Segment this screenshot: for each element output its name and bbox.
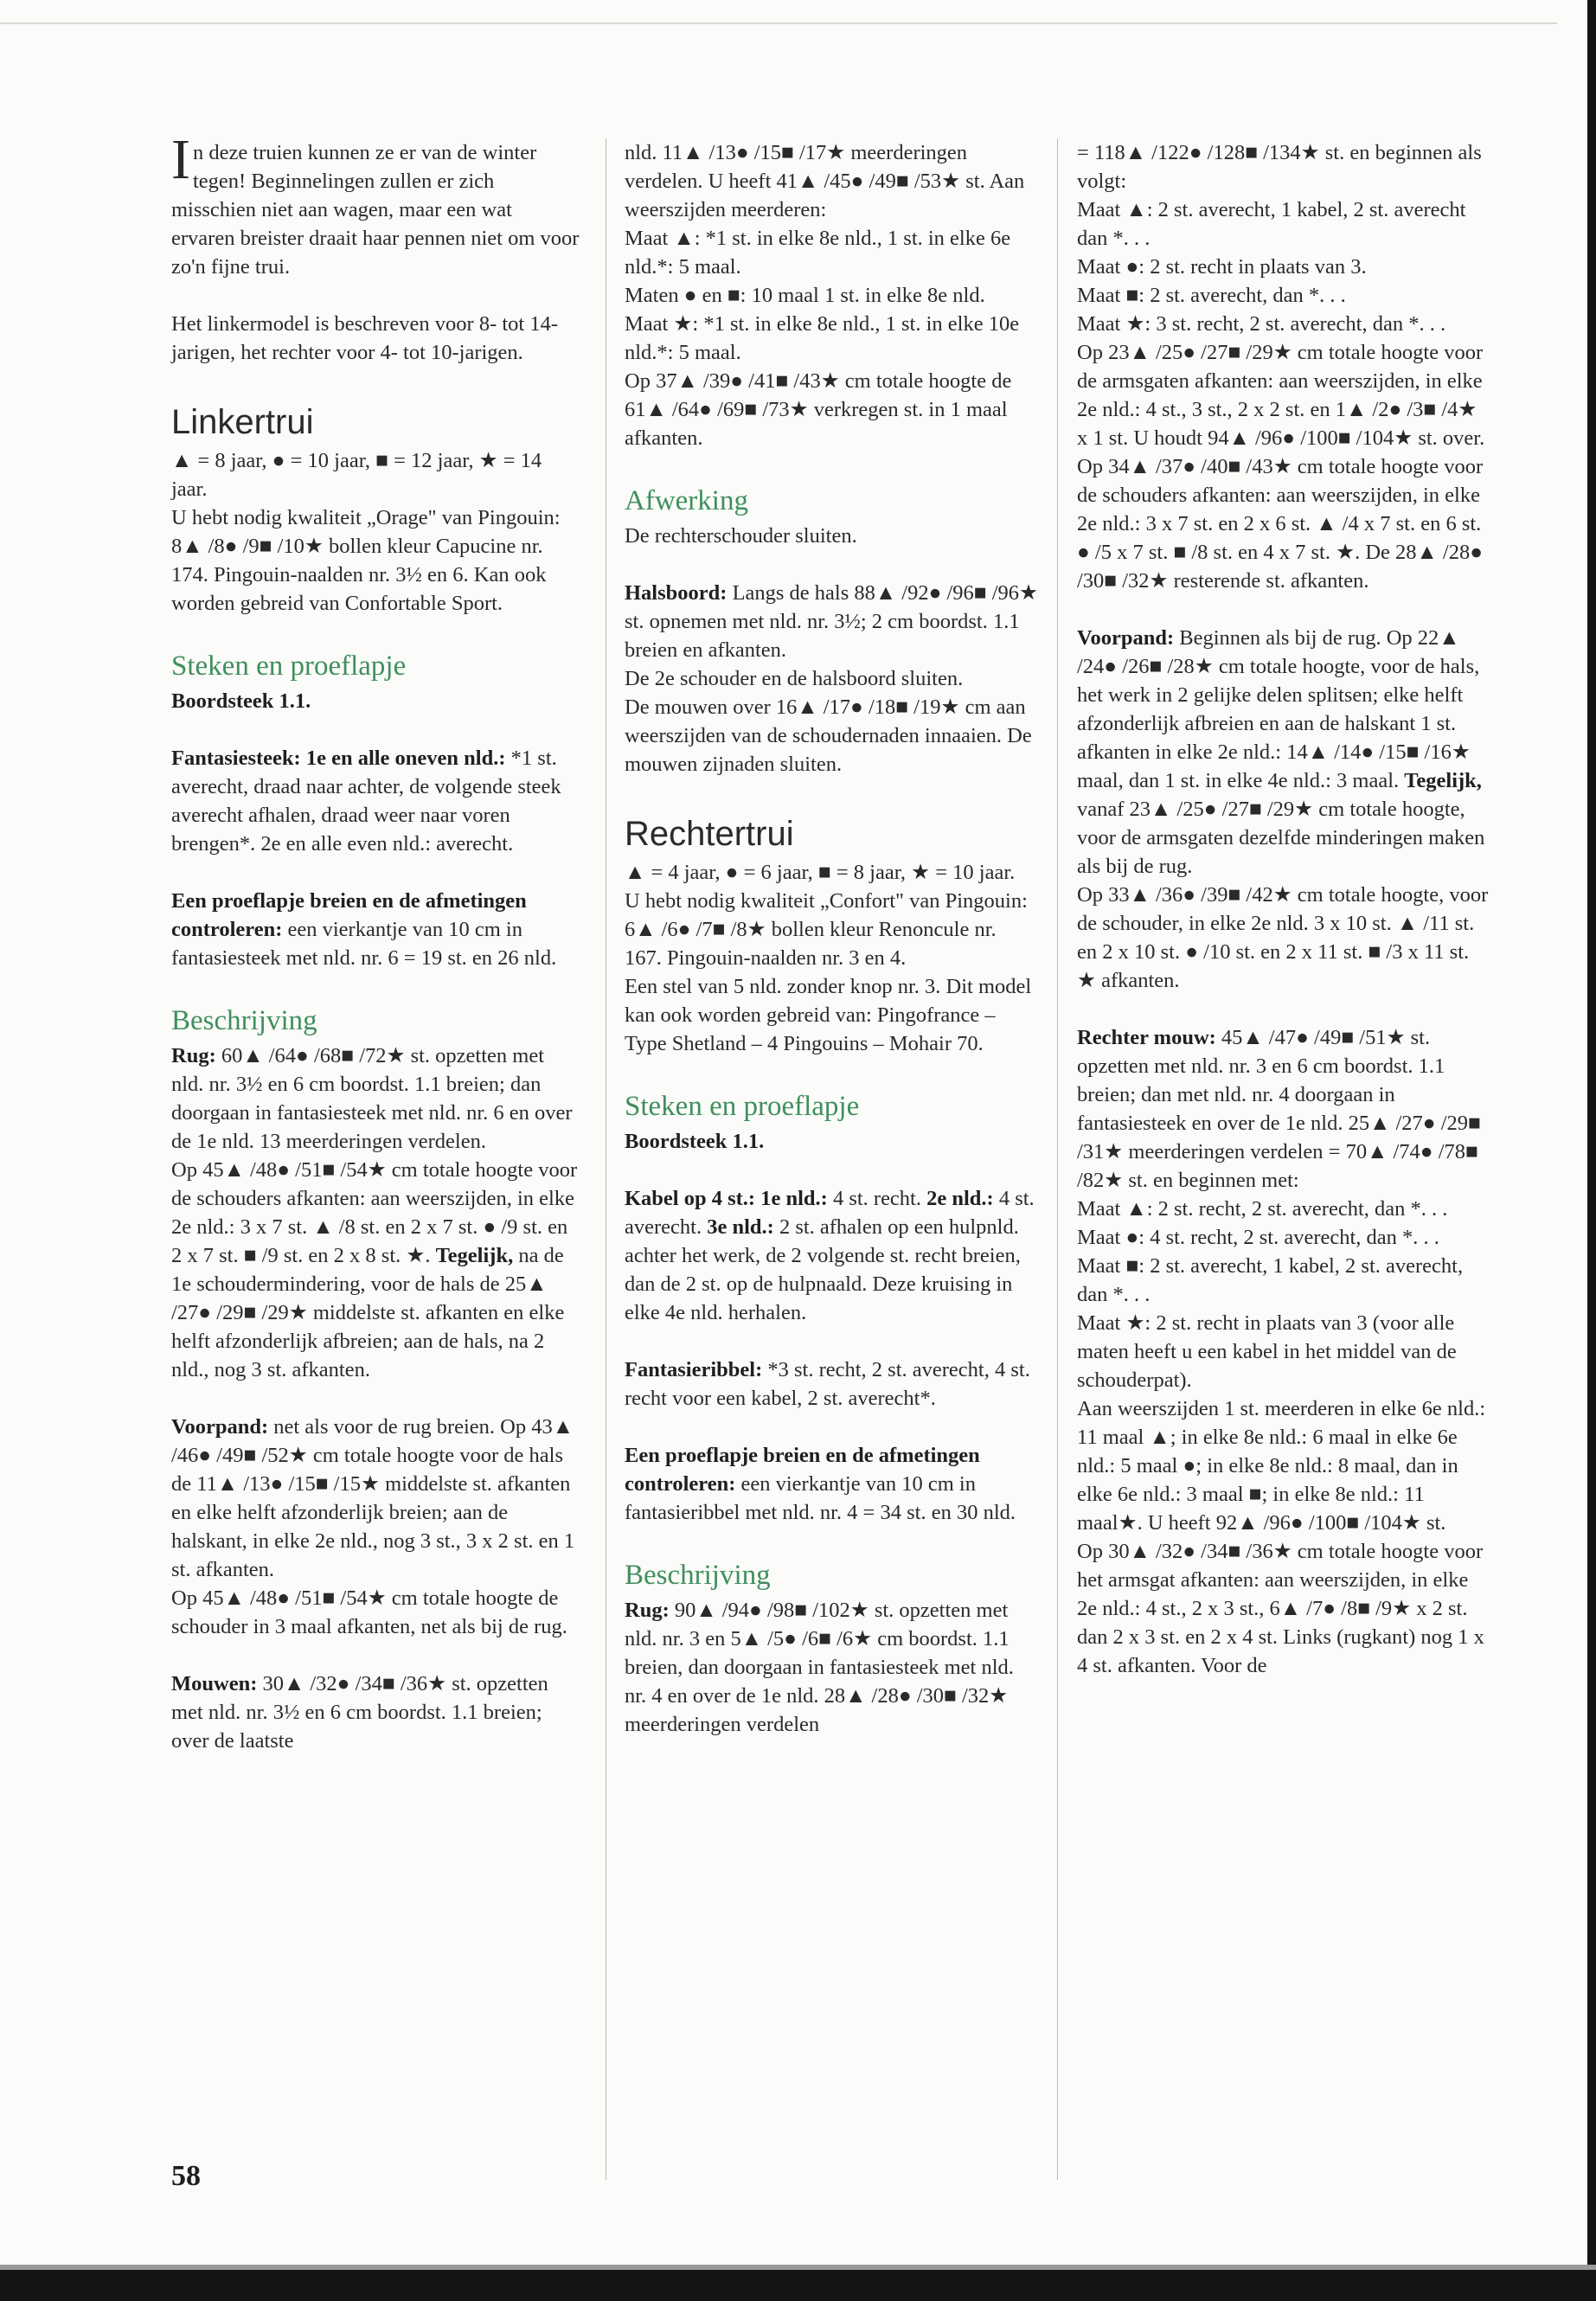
maat-star-left: Maat ★: *1 st. in elke 8e nld., 1 st. in elke 10e nld.*: 5 maal. <box>625 312 1020 364</box>
mouw-maat-2: Maat ●: 4 st. recht, 2 st. averecht, dan *. . . <box>1077 1226 1439 1249</box>
rug-left-label: Rug: <box>171 1044 216 1067</box>
proeflapje-right-text: een vierkantje van 10 cm in fantasieribbel met nld. nr. 4 = 34 st. en 30 nld. <box>625 1472 1016 1524</box>
column-1 <box>171 128 580 1755</box>
heading-afwerking: Afwerking <box>625 485 748 516</box>
voorpand-left-text: net als voor de rug breien. Op 43▲ /46● /49■ /52★ cm totale hoogte voor de hals de 11▲ /13● /15■ /15★ middelste st. afkanten en elke helft afzonderlijk breien; aan de halskant, in elke 2e nld., nog 3 st., 3 x 2 st. en 1 st. afkanten. <box>171 1415 575 1581</box>
halsboord <box>625 579 1038 664</box>
kabel-label-2: 2e nld.: <box>926 1187 994 1210</box>
halsboord-label: Halsboord: <box>625 581 727 605</box>
materials-left: U hebt nodig kwaliteit „Orage" van Pingouin: 8▲ /8● /9■ /10★ bollen kleur Capucine nr. 174. Pingouin-naalden nr. 3½ en 6. Kan ook worden gebreid van Confortable Sport. <box>171 506 561 615</box>
voorpand-right <box>1077 624 1489 881</box>
mouw-maat-1: Maat ▲: 2 st. recht, 2 st. averecht, dan *. . . <box>1077 1197 1448 1221</box>
maat-circle-right: Maat ●: 2 st. recht in plaats van 3. <box>1077 255 1367 279</box>
mouw-meerderen: Aan weerszijden 1 st. meerderen in elke 6e nld.: 11 maal ▲; in elke 8e nld.: 6 maal in elke 6e nld.: 5 maal ●; in elke 8e nld.: 8 maal, dan in elke 6e nld.: 3 maal ■; in elke 8e nld.: 11 maal★. U heeft 92▲ /96● /100■ /104★ st. <box>1077 1397 1486 1535</box>
heading-steken-left: Steken en proeflapje <box>171 651 407 682</box>
proeflapje-left <box>171 887 580 972</box>
rechter-mouw <box>1077 1023 1489 1195</box>
column-3 <box>1077 138 1489 1680</box>
heading-steken-right: Steken en proeflapje <box>625 1091 860 1122</box>
heading-beschrijving-left: Beschrijving <box>171 1005 317 1036</box>
column-2 <box>625 138 1038 1739</box>
afwerking-1: De rechterschouder sluiten. <box>625 524 857 548</box>
rug-right-label: Rug: <box>625 1599 670 1622</box>
page-number: 58 <box>171 2160 201 2192</box>
kabel-label-3: 3e nld.: <box>707 1215 774 1239</box>
rug-right-cont: = 118▲ /122● /128■ /134★ st. en beginnen als volgt: <box>1077 141 1482 193</box>
kabel-text-3: 2 st. afhalen op een hulpnld. achter het werk, de 2 volgende st. recht breien, dan de 2 st. op de hulpnaald. Deze kruising in elke 4e nld. herhalen. <box>625 1215 1021 1324</box>
heading-beschrijving-right: Beschrijving <box>625 1560 771 1591</box>
mouw-maat-3: Maat ■: 2 st. averecht, 1 kabel, 2 st. averecht, dan *. . . <box>1077 1254 1464 1306</box>
maat-triangle-right: Maat ▲: 2 st. averecht, 1 kabel, 2 st. averecht dan *. . . <box>1077 198 1466 250</box>
boordsteek-left: Boordsteek 1.1. <box>171 689 311 713</box>
proeflapje-right <box>625 1441 1038 1527</box>
intro-paragraph-2: Het linkermodel is beschreven voor 8- tot 14-jarigen, het rechter voor 4- tot 10-jarigen. <box>171 312 559 364</box>
maat-star-right: Maat ★: 3 st. recht, 2 st. averecht, dan *. . . <box>1077 312 1446 336</box>
afwerking-2: De 2e schouder en de halsboord sluiten. <box>625 667 964 690</box>
rug-left <box>171 1042 580 1156</box>
voorpand-right-3: Op 33▲ /36● /39■ /42★ cm totale hoogte, voor de schouder, in elke 2e nld. 3 x 10 st. ▲ /11 st. en 2 x 10 st. ● /10 st. en 2 x 11 st. ■ /3 x 11 st. ★ afkanten. <box>1077 883 1489 992</box>
mouwen-left-text: 30▲ /32● /34■ /36★ st. opzetten met nld. nr. 3½ en 6 cm boordst. 1.1 breien; over de laatste <box>171 1672 548 1753</box>
proeflapje-right-label: Een proeflapje breien en de afmetingen controleren: <box>625 1444 980 1496</box>
mouwen-left-label: Mouwen: <box>171 1672 258 1695</box>
fantasieribbel-label: Fantasieribbel: <box>625 1358 763 1381</box>
voorpand-right-text-2: vanaf 23▲ /25● /27■ /29★ cm totale hoogte, voor de armsgaten dezelfde minderingen maken als bij de rug. <box>1077 798 1485 878</box>
fantasiesteek-label: Fantasiesteek: 1e en alle oneven nld.: <box>171 747 506 770</box>
rug-right-text: 90▲ /94● /98■ /102★ st. opzetten met nld. nr. 3 en 5▲ /5● /6■ /6★ cm boordst. 1.1 breien, dan doorgaan in fantasiesteek met nld. nr. 4 en over de 1e nld. 28▲ /28● /30■ /32★ meerderingen verdelen <box>625 1599 1014 1736</box>
boordsteek-right: Boordsteek 1.1. <box>625 1130 765 1153</box>
rug-left-text-3: na de 1e schoudermindering, voor de hals de 25▲ /27● /29■ /29★ middelste st. afkanten en elke helft afzonderlijk afbreien; aan de hals, na 2 nld., nog 3 st. afkanten. <box>171 1244 565 1381</box>
column-divider-2 <box>1057 138 1058 2180</box>
kabel-text-2: 4 st. averecht. <box>625 1187 1035 1239</box>
maten-circle-square-left: Maten ● en ■: 10 maal 1 st. in elke 8e nld. <box>625 284 985 307</box>
afwerking-3: De mouwen over 16▲ /17● /18■ /19★ cm aan weerszijden van de schoudernaden innaaien. De mouwen zijnaden sluiten. <box>625 695 1032 776</box>
mouw-armsgat: Op 30▲ /32● /34■ /36★ cm totale hoogte voor het armsgat afkanten: aan weerszijden, in elke 2e nld.: 4 st., 2 x 3 st., 6▲ /7● /8■ /9★ x 2 st. dan 2 x 3 st. en 2 x 4 st. Links (rugkant) nog 1 x 4 st. afkanten. Voor de <box>1077 1540 1484 1677</box>
maat-triangle-left: Maat ▲: *1 st. in elke 8e nld., 1 st. in elke 6e nld.*: 5 maal. <box>625 227 1011 279</box>
title-rechtertrui: Rechtertrui <box>625 815 794 853</box>
voorpand-left-2: Op 45▲ /48● /51■ /54★ cm totale hoogte de schouder in 3 maal afkanten, net als bij de rug. <box>171 1586 567 1638</box>
armsgaten-right: Op 23▲ /25● /27■ /29★ cm totale hoogte voor de armsgaten afkanten: aan weerszijden, in elke 2e nld.: 4 st., 3 st., 2 x 2 st. en 1▲ /2● /3■ /4★ x 1 st. U houdt 94▲ /96● /100■ /104★ st. over. <box>1077 341 1485 450</box>
fantasieribbel-text: *3 st. recht, 2 st. averecht, 4 st. recht voor een kabel, 2 st. averecht*. <box>625 1358 1030 1410</box>
kabel-paragraph <box>625 1184 1038 1327</box>
voorpand-left-label: Voorpand: <box>171 1415 269 1439</box>
schouders-right: Op 34▲ /37● /40■ /43★ cm totale hoogte voor de schouders afkanten: aan weerszijden, in elke 2e nld.: 3 x 7 st. en 2 x 6 st. ▲ /4 x 7 st. en 6 st. ● /5 x 7 st. ■ /8 st. en 4 x 7 st. ★. De 28▲ /28● /30■ /32★ resterende st. afkanten. <box>1077 455 1484 593</box>
rechter-mouw-label: Rechter mouw: <box>1077 1026 1216 1049</box>
proeflapje-left-text: een vierkantje van 10 cm in fantasiesteek met nld. nr. 6 = 19 st. en 26 nld. <box>171 918 557 970</box>
scan-right-edge <box>1587 0 1596 2301</box>
proeflapje-left-label: Een proeflapje breien en de afmetingen controleren: <box>171 889 527 941</box>
scan-bottom-edge <box>0 2270 1596 2301</box>
rechter-mouw-text: 45▲ /47● /49■ /51★ st. opzetten met nld. nr. 3 en 6 cm boordst. 1.1 breien; dan met nld. nr. 4 doorgaan in fantasiesteek en over de 1e nld. 25▲ /27● /29■ /31★ meerderingen verdelen = 70▲ /74● /78■ /82★ st. en beginnen met: <box>1077 1026 1481 1192</box>
mouw-maat-4: Maat ★: 2 st. recht in plaats van 3 (voor alle maten heeft u een kabel in het middel van de schouderpat). <box>1077 1311 1457 1392</box>
mouwen-cont: nld. 11▲ /13● /15■ /17★ meerderingen verdelen. U heeft 41▲ /45● /49■ /53★ st. Aan weerszijden meerderen: <box>625 141 1025 221</box>
tegelijk-left-label: Tegelijk, <box>435 1244 514 1267</box>
voorpand-right-text: Beginnen als bij de rug. Op 22▲ /24● /26■ /28★ cm totale hoogte, voor de hals, het werk in 2 gelijke delen splitsen; elke helft afzonderlijk afbreien en aan de halskant 1 st. afkanten in elke 2e nld.: 14▲ /14● /15■ /16★ maal, dan 1 st. in elke 4e nld.: 3 maal. <box>1077 626 1480 792</box>
sizes-left: ▲ = 8 jaar, ● = 10 jaar, ■ = 12 jaar, ★ = 14 jaar. <box>171 449 542 501</box>
voorpand-right-label: Voorpand: <box>1077 626 1175 650</box>
kabel-text-1: 4 st. recht. <box>827 1187 927 1210</box>
intro-paragraph: In deze truien kunnen ze er van de winter tegen! Beginnelingen zullen er zich misschien niet aan wagen, maar een wat ervaren breister draait haar pennen niet om voor zo'n fijne trui. <box>171 128 580 279</box>
materials-right: U hebt nodig kwaliteit „Confort" van Pingouin: 6▲ /6● /7■ /8★ bollen kleur Renoncule nr. 167. Pingouin-naalden nr. 3 en 4. <box>625 889 1028 970</box>
scan-top-edge <box>0 22 1557 24</box>
voorpand-left <box>171 1413 580 1584</box>
rug-left-text: 60▲ /64● /68■ /72★ st. opzetten met nld. nr. 3½ en 6 cm boordst. 1.1 breien; dan doorgaan in fantasiesteek met nld. nr. 6 en over de 1e nld. 13 meerderingen verdelen. <box>171 1044 573 1153</box>
fantasiesteek-paragraph <box>171 744 580 858</box>
rug-left-2 <box>171 1156 580 1384</box>
mouwen-afkanten: Op 37▲ /39● /41■ /43★ cm totale hoogte de 61▲ /64● /69■ /73★ verkregen st. in 1 maal afkanten. <box>625 369 1012 450</box>
rug-left-text-2: Op 45▲ /48● /51■ /54★ cm totale hoogte voor de schouders afkanten: aan weerszijden, in elke 2e nld.: 3 x 7 st. ▲ /8 st. en 2 x 7 st. ● /9 st. en 2 x 7 st. ■ /9 st. en 2 x 8 st. ★. <box>171 1158 578 1267</box>
fantasiesteek-text: *1 st. averecht, draad naar achter, de volgende steek averecht afhalen, draad weer naar voren brengen*. 2e en alle even nld.: averecht. <box>171 747 561 856</box>
halsboord-text: Langs de hals 88▲ /92● /96■ /96★ st. opnemen met nld. nr. 3½; 2 cm boordst. 1.1 breien en afkanten. <box>625 581 1039 662</box>
sizes-right: ▲ = 4 jaar, ● = 6 jaar, ■ = 8 jaar, ★ = 10 jaar. <box>625 861 1016 884</box>
rug-right <box>625 1596 1038 1739</box>
title-linkertrui: Linkertrui <box>171 403 314 441</box>
fantasieribbel <box>625 1356 1038 1413</box>
tegelijk-right-label: Tegelijk, <box>1404 769 1482 792</box>
kabel-label: Kabel op 4 st.: 1e nld.: <box>625 1187 828 1210</box>
maat-square-right: Maat ■: 2 st. averecht, dan *. . . <box>1077 284 1346 307</box>
materials-right-2: Een stel van 5 nld. zonder knop nr. 3. Dit model kan ook worden gebreid van: Pingofrance – Type Shetland – 4 Pingouins – Mohair 70. <box>625 975 1032 1055</box>
mouwen-left <box>171 1670 580 1755</box>
